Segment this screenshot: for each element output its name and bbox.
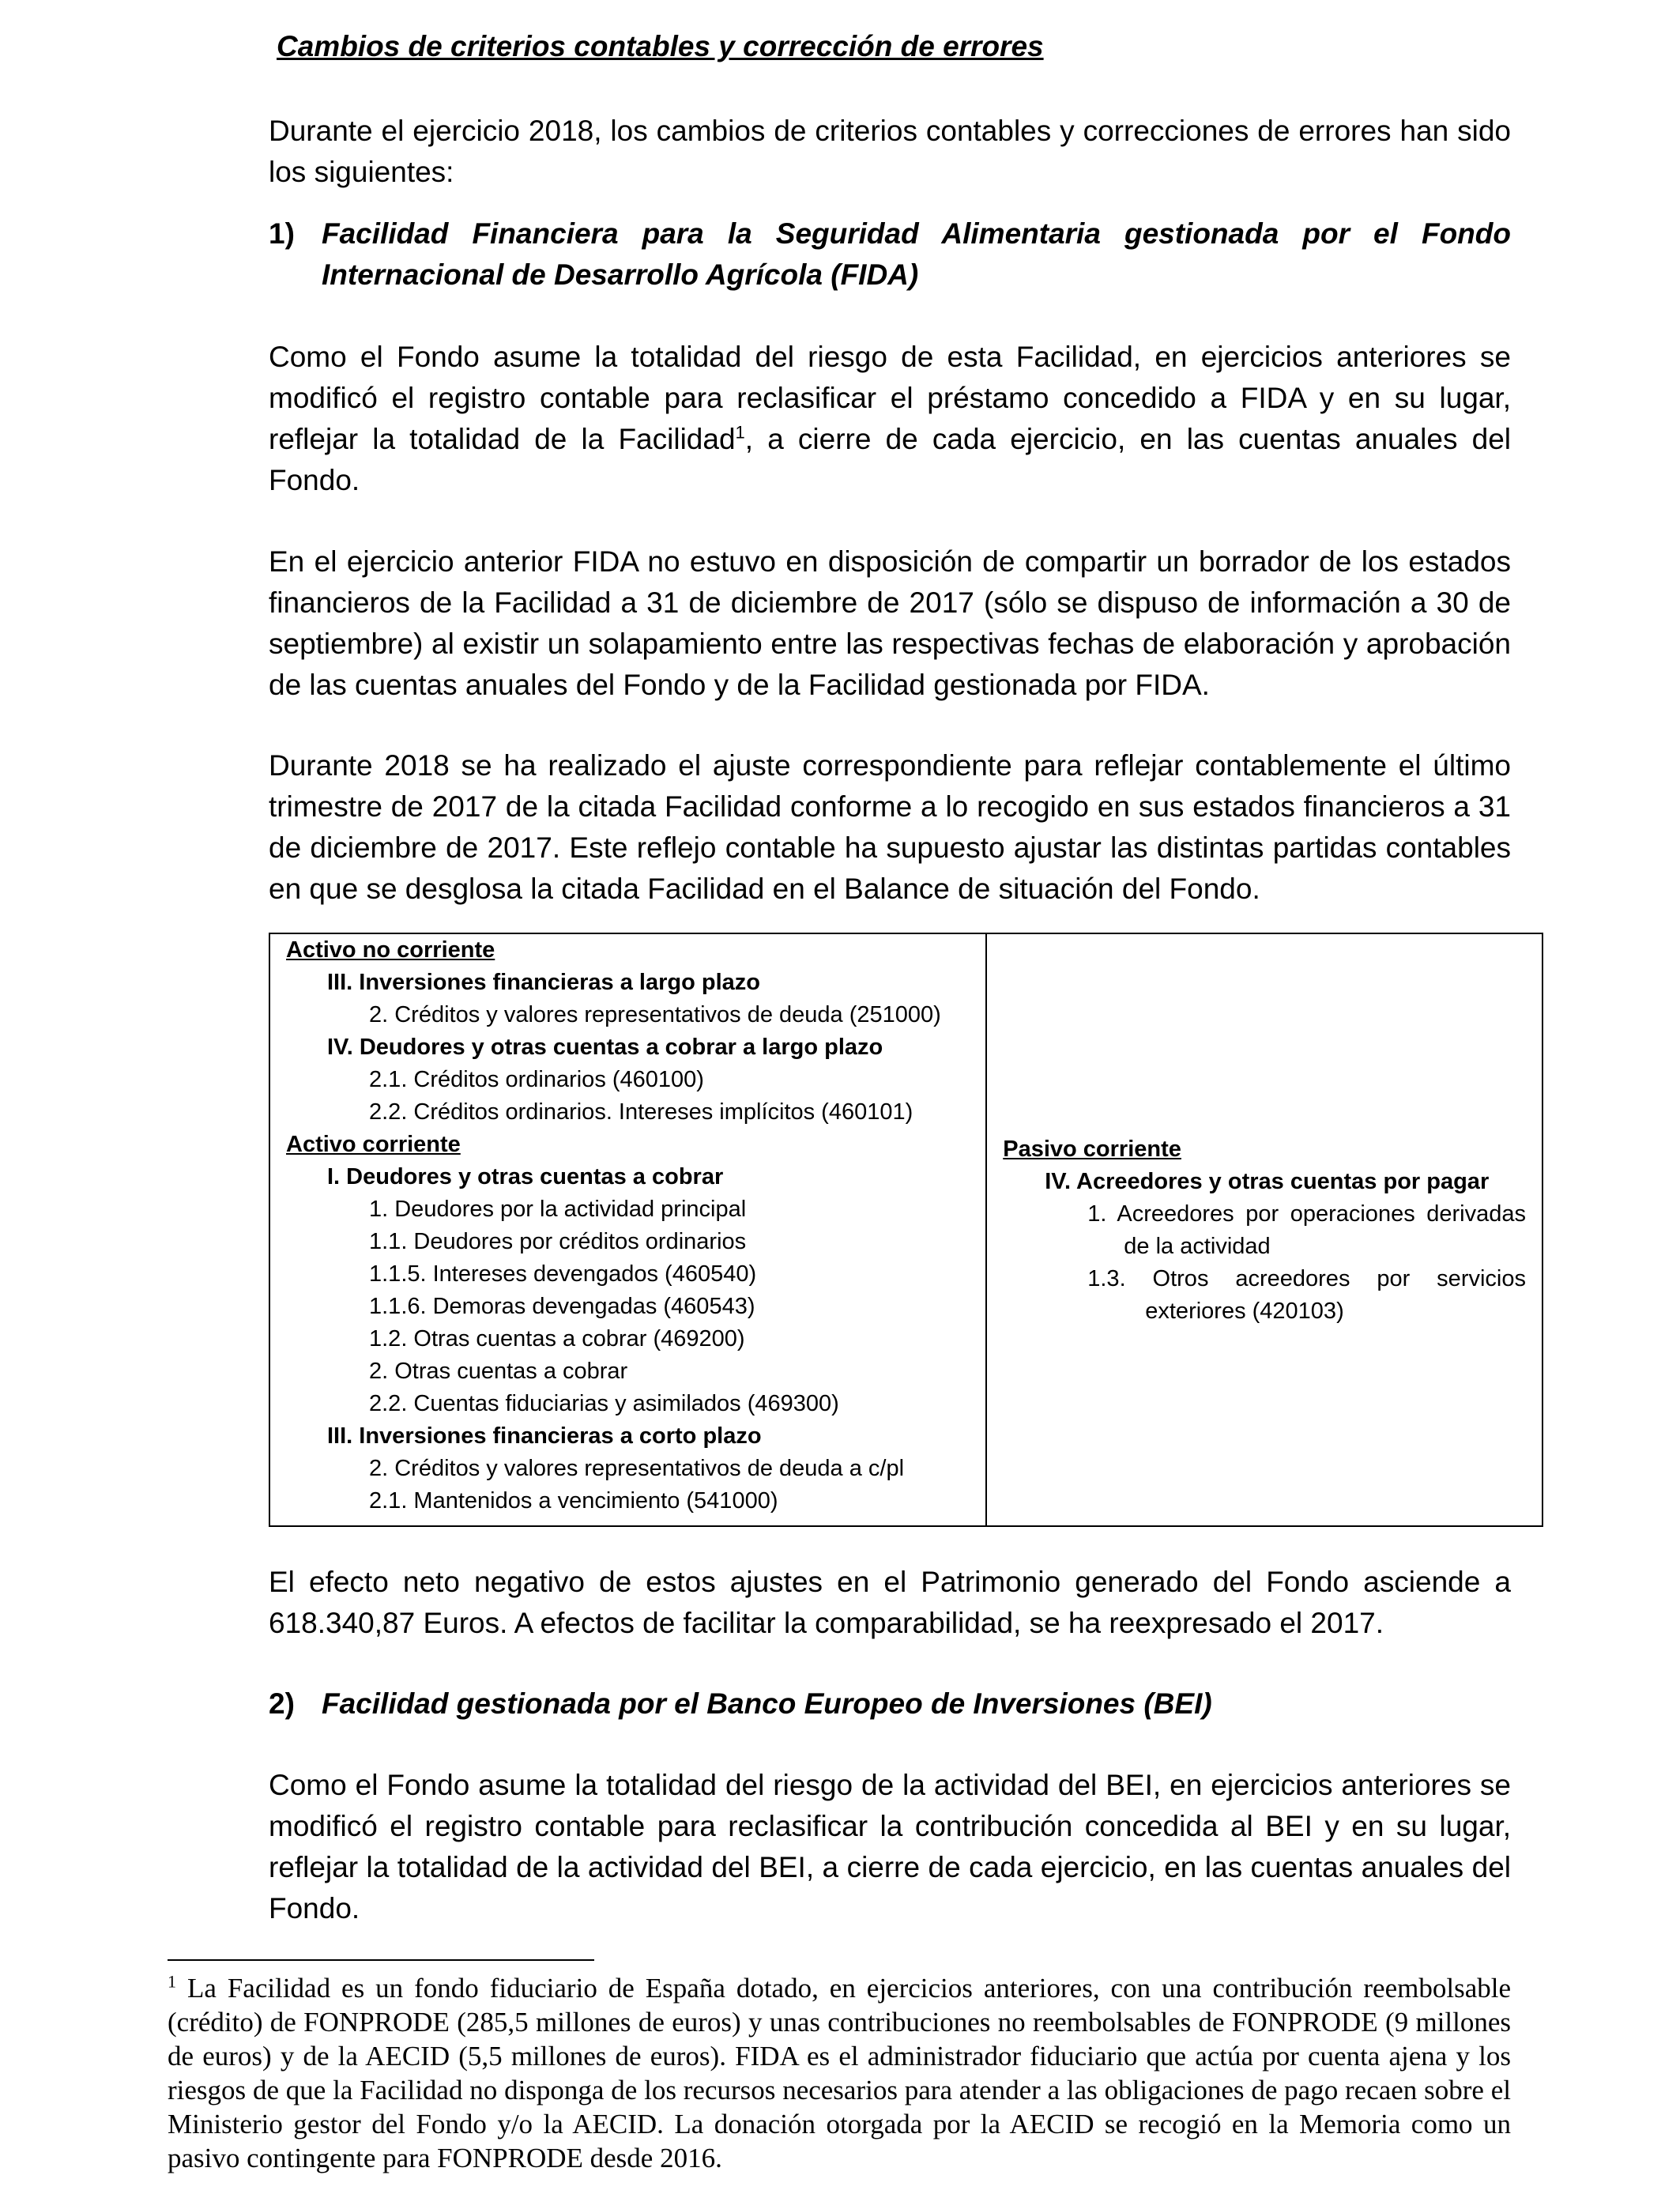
intro-paragraph: Durante el ejercicio 2018, los cambios de criterios contables y correcciones de errores han sido los siguientes:: [269, 115, 1511, 188]
row-creditos-cp: 2. Créditos y valores representativos de deuda a c/pl: [369, 1456, 905, 1481]
footnote-separator: [168, 1959, 594, 1961]
row-acreedores-operaciones: 1. Acreedores por operaciones derivadas: [1087, 1201, 1526, 1227]
row-creditos-lp: 2. Créditos y valores representativos de deuda (251000): [369, 1002, 941, 1027]
item-1-number: 1): [269, 217, 295, 250]
paragraph-5: Como el Fondo asume la totalidad del riesgo de la actividad del BEI, en ejercicios anteriores se modificó el registro contable para reclasificar la contribución concedida al BEI y en su lugar, reflejar la totalidad de la actividad del BEI, a cierre de cada ejercicio, en las cuentas anuales del Fondo.: [269, 1769, 1511, 1924]
liabilities-column: [986, 933, 1543, 1526]
row-otras-cuentas-cobrar: 1.2. Otras cuentas a cobrar (469200): [369, 1326, 745, 1351]
row-otros-acreedores-cont: exteriores (420103): [1145, 1299, 1344, 1324]
footnote-mark: 1: [168, 1971, 176, 1992]
row-pasivo-corriente: Pasivo corriente: [1003, 1137, 1181, 1162]
paragraph-1-text-end: , a cierre de cada ejercicio, en las cuentas anuales del Fondo.: [269, 423, 1511, 496]
paragraph-2: En el ejercicio anterior FIDA no estuvo en disposición de compartir un borrador de los estados financieros de la Facilidad a 31 de diciembre de 2017 (sólo se dispuso de información a 30 de septiembre) al existir un solapamiento entre las respectivas fechas de elaboración y aprobación de las cuentas anuales del Fondo y de la Facilidad gestionada por FIDA.: [269, 545, 1511, 701]
row-demoras-devengadas: 1.1.6. Demoras devengadas (460543): [369, 1294, 755, 1319]
footnote-ref-1: 1: [735, 422, 745, 443]
row-activo-no-corriente: Activo no corriente: [286, 937, 495, 963]
paragraph-1: [269, 337, 1511, 501]
row-acreedores: IV. Acreedores y otras cuentas por pagar: [1045, 1169, 1490, 1194]
paragraph-3: Durante 2018 se ha realizado el ajuste correspondiente para reflejar contablemente el último trimestre de 2017 de la citada Facilidad conforme a lo recogido en sus estados financieros a 31 de diciembre de 2017. Este reflejo contable ha supuesto ajustar las distintas partidas contables en que se desglosa la citada Facilidad en el Balance de situación del Fondo.: [269, 749, 1511, 905]
item-1-title: [269, 213, 1511, 296]
item-2-title: [269, 1683, 1511, 1725]
row-inversiones-lp: III. Inversiones financieras a largo plazo: [327, 970, 760, 995]
row-inversiones-cp: III. Inversiones financieras a corto plazo: [327, 1423, 762, 1449]
balance-accounts-table: [269, 933, 1543, 1527]
row-otras-cuentas-cobrar-2: 2. Otras cuentas a cobrar: [369, 1359, 628, 1384]
footnote-1: [168, 1971, 1511, 2175]
row-deudores-actividad: 1. Deudores por la actividad principal: [369, 1197, 747, 1222]
paragraph-4: El efecto neto negativo de estos ajustes en el Patrimonio generado del Fondo asciende a 618.340,87 Euros. A efectos de facilitar la comparabilidad, se ha reexpresado el 2017.: [269, 1566, 1511, 1639]
item-2-text: Facilidad gestionada por el Banco Europeo de Inversiones (BEI): [322, 1687, 1212, 1720]
row-deudores: I. Deudores y otras cuentas a cobrar: [327, 1164, 724, 1189]
footnote-text: La Facilidad es un fondo fiduciario de España dotado, en ejercicios anteriores, con una contribución reembolsable (crédito) de FONPRODE (285,5 millones de euros) y unas contribuciones no reembolsables de FONPRODE (9 millones de euros) y de la AECID (5,5 millones de euros). FIDA es el administrador fiduciario que actúa por cuenta ajena y los riesgos de que la Facilidad no disponga de los recursos necesarios para atender a las obligaciones de pago recaen sobre el Ministerio gestor del Fondo y/o la AECID. La donación otorgada por la AECID se recogió en la Memoria como un pasivo contingente para FONPRODE desde 2016.: [168, 1973, 1511, 2173]
row-deudores-lp: IV. Deudores y otras cuentas a cobrar a largo plazo: [327, 1035, 883, 1060]
item-1-text: Facilidad Financiera para la Seguridad Alimentaria gestionada por el Fondo Internacional de Desarrollo Agrícola (FIDA): [322, 217, 1511, 291]
row-creditos-ordinarios: 2.1. Créditos ordinarios (460100): [369, 1067, 704, 1092]
row-otros-acreedores: 1.3. Otros acreedores por servicios: [1087, 1266, 1526, 1291]
row-creditos-ordinarios-intereses: 2.2. Créditos ordinarios. Intereses implícitos (460101): [369, 1099, 913, 1125]
row-deudores-creditos: 1.1. Deudores por créditos ordinarios: [369, 1229, 747, 1254]
row-acreedores-operaciones-cont: de la actividad: [1124, 1234, 1271, 1259]
row-intereses-devengados: 1.1.5. Intereses devengados (460540): [369, 1261, 757, 1287]
item-2-number: 2): [269, 1687, 295, 1720]
paragraph-1-text: Como el Fondo asume la totalidad del riesgo de esta Facilidad, en ejercicios anteriores se modificó el registro contable para reclasificar el préstamo concedido a FIDA y en su lugar, reflejar la totalidad de la Facilidad: [269, 341, 1511, 455]
row-mantenidos-vencimiento: 2.1. Mantenidos a vencimiento (541000): [369, 1488, 778, 1514]
section-heading: Cambios de criterios contables y corrección de errores: [277, 30, 1044, 62]
row-cuentas-fiduciarias: 2.2. Cuentas fiduciarias y asimilados (469300): [369, 1391, 839, 1416]
assets-column: [269, 933, 986, 1526]
row-activo-corriente: Activo corriente: [286, 1132, 461, 1157]
